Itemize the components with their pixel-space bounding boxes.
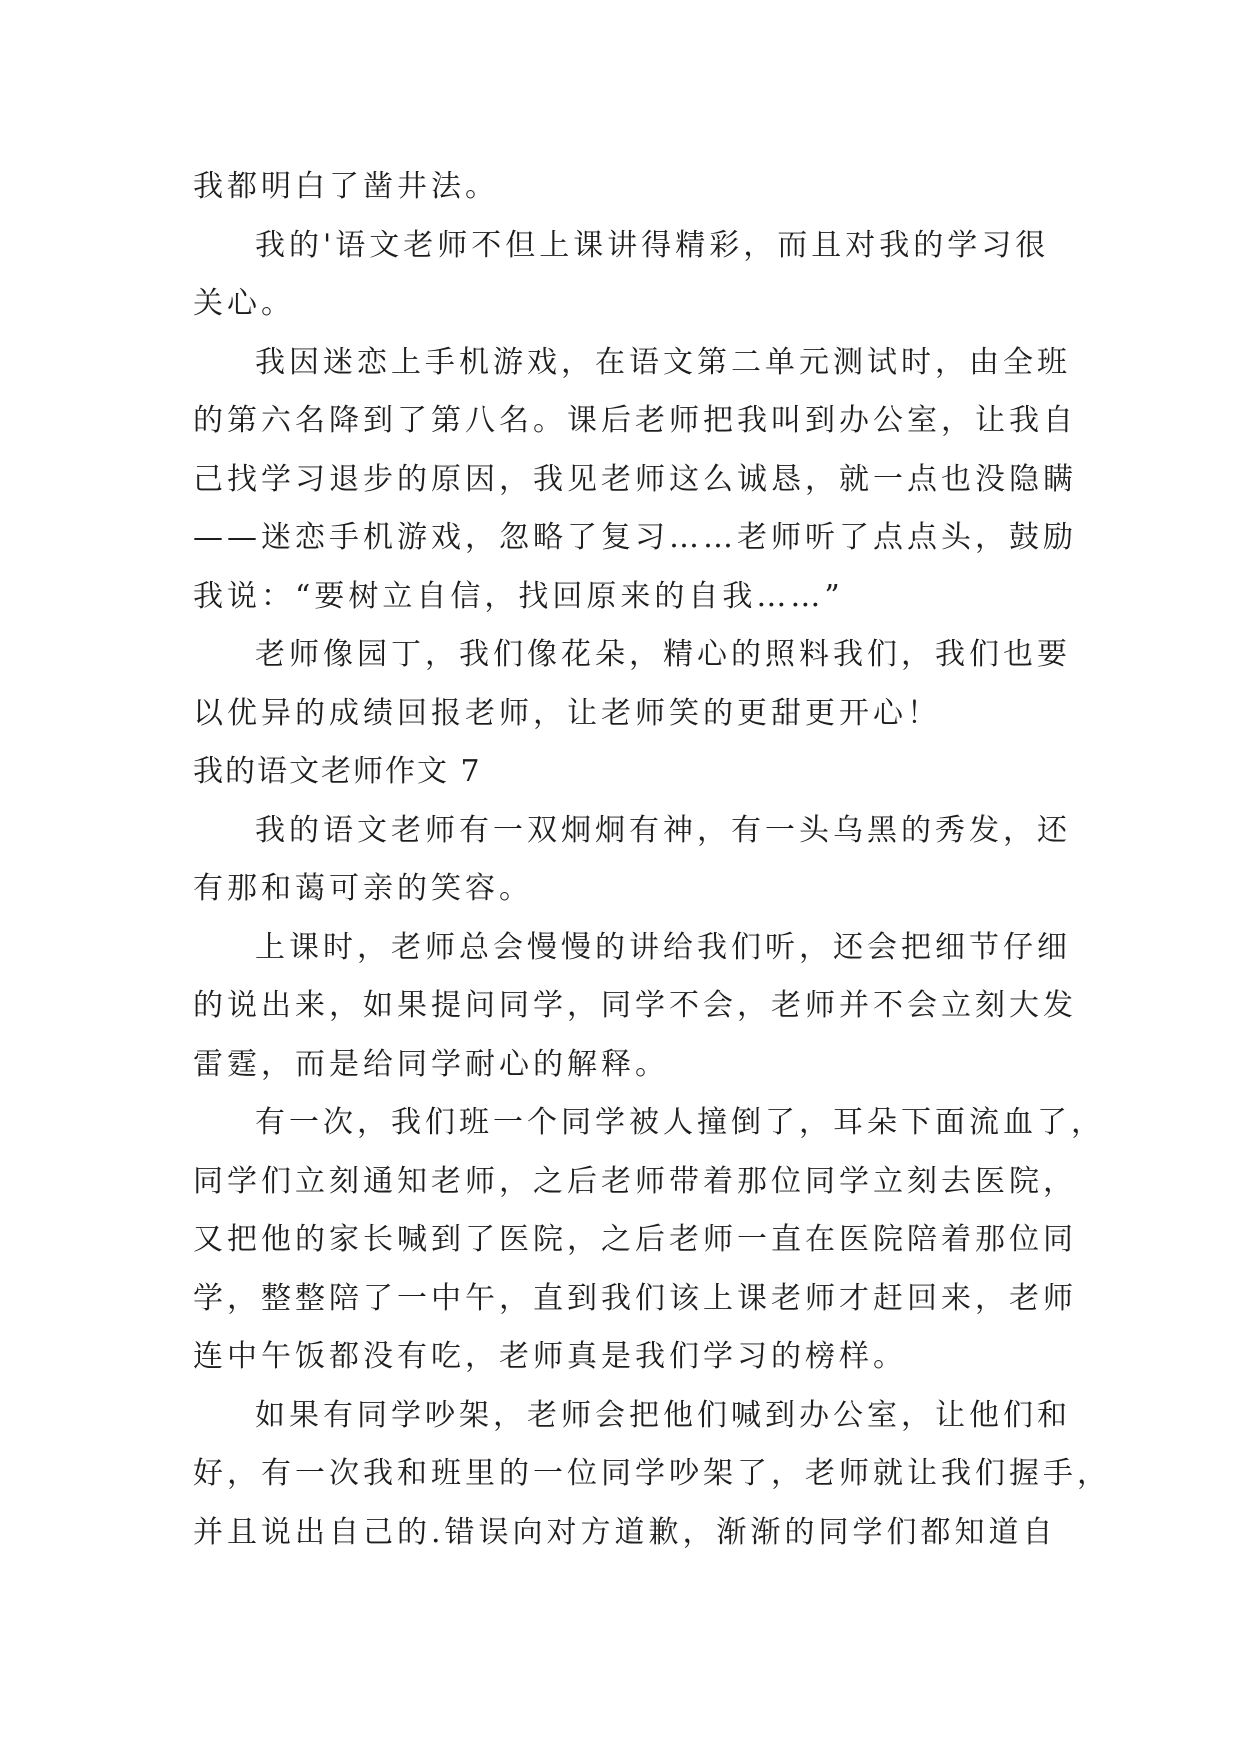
text-line: ——迷恋手机游戏，忽略了复习……老师听了点点头，鼓励 [193,520,1077,555]
text-line: 的第六名降到了第八名。课后老师把我叫到办公室，让我自 [193,403,1077,438]
text-line: 又把他的家长喊到了医院，之后老师一直在医院陪着那位同 [193,1222,1077,1257]
text-line: 关心。 [193,286,295,321]
paragraph-start: 我的语文老师有一双炯炯有神，有一头乌黑的秀发，还 [255,812,1071,848]
paragraph-start: 老师像园丁，我们像花朵，精心的照料我们，我们也要 [255,637,1071,672]
paragraph-start: 我的'语文老师不但上课讲得精彩，而且对我的学习很 [255,227,1050,263]
text-line: 并且说出自己的.错误向对方道歉，渐渐的同学们都知道自 [193,1514,1057,1550]
text-line: 我说：“要树立自信，找回原来的自我……” [193,578,844,614]
text-line: 连中午饭都没有吃，老师真是我们学习的榜样。 [193,1339,907,1374]
section-title: 我的语文老师作文 7 [193,754,482,789]
text-line: 的说出来，如果提问同学，同学不会，老师并不会立刻大发 [193,988,1077,1023]
paragraph-start: 我因迷恋上手机游戏，在语文第二单元测试时，由全班 [255,344,1071,380]
paragraph-start: 上课时，老师总会慢慢的讲给我们听，还会把细节仔细 [255,929,1071,965]
document-body [193,158,1111,1562]
text-line: 有那和蔼可亲的笑容。 [193,871,533,906]
text-line: 雷霆，而是给同学耐心的解释。 [193,1046,669,1082]
text-line: 己找学习退步的原因，我见老师这么诚恳，就一点也没隐瞒 [193,461,1077,497]
paragraph-start: 如果有同学吵架，老师会把他们喊到办公室，让他们和 [255,1397,1071,1433]
text-line: 我都明白了凿井法。 [193,169,499,204]
text-line: 同学们立刻通知老师，之后老师带着那位同学立刻去医院， [193,1163,1077,1199]
paragraph-start: 有一次，我们班一个同学被人撞倒了，耳朵下面流血了， [255,1105,1105,1140]
text-line: 好，有一次我和班里的一位同学吵架了，老师就让我们握手， [193,1456,1111,1491]
text-line: 以优异的成绩回报老师，让老师笑的更甜更开心！ [193,695,941,731]
text-line: 学，整整陪了一中午，直到我们该上课老师才赶回来，老师 [193,1280,1077,1316]
